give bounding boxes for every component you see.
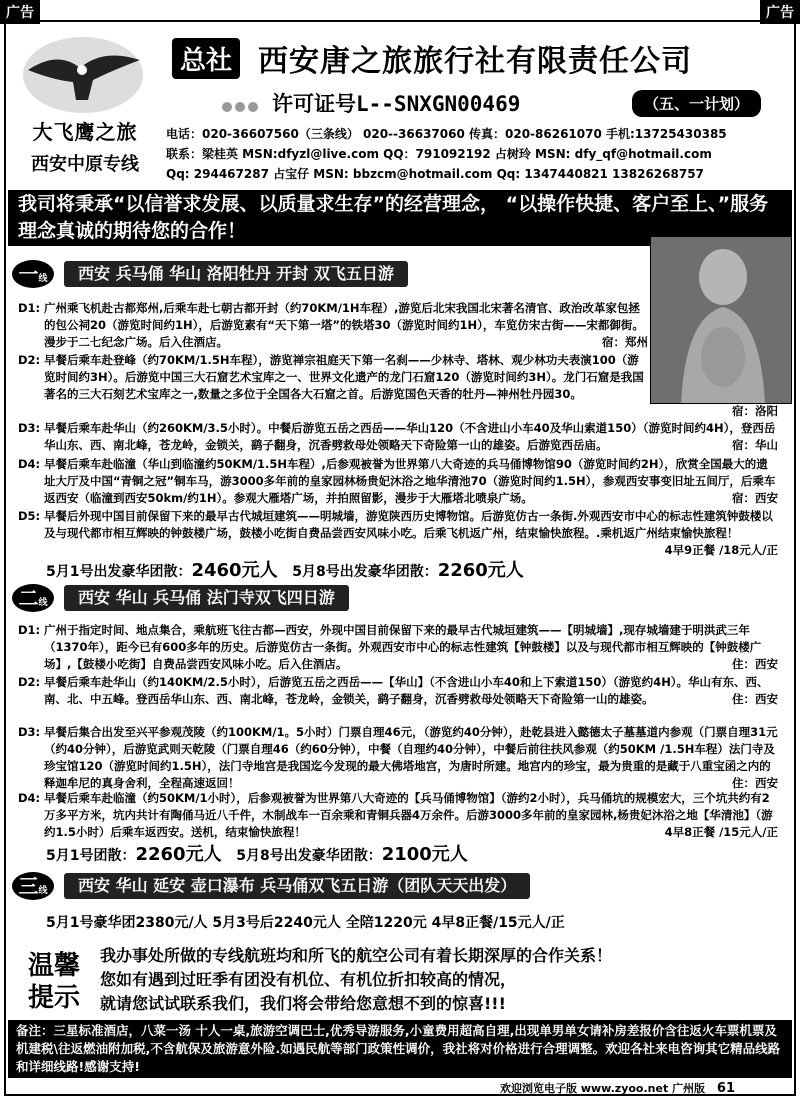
route-number: 三线 <box>12 872 54 900</box>
route-title: 西安 华山 延安 壶口瀑布 兵马俑双飞五日游（团队天天出发） <box>64 873 530 899</box>
edition-label: 广州版 <box>672 1082 706 1095</box>
note-banner: 备注：三星标准酒店，八菜一汤 十人一桌,旅游空调巴士,优秀导游服务,小童费用超高自理,出现单男单女请补房差报价含往返火车票机票及机建税\往返燃油附加税,不含航保及旅游意外险.如遇民航等部门政策性调价，我社将对价格进行合理调整。欢迎各社来电咨询其它精品线路和详细线路!感谢支持! <box>8 1020 792 1078</box>
hq-badge: 总社 <box>172 38 240 79</box>
brand-logo <box>10 30 160 180</box>
buddha-icon <box>651 237 792 404</box>
tip-label: 温馨提示 <box>27 951 80 1013</box>
route-title: 西安 兵马俑 华山 洛阳牡丹 开封 双飞五日游 <box>64 261 408 287</box>
page-footer: 欢迎浏览电子版 www.zyoo.net 广州版 61 <box>500 1081 735 1096</box>
eagle-icon <box>18 30 148 120</box>
contact-line: 联系：梁桂英 MSN:dfyzl@live.com QQ：791092192 占树玲 MSN: dfy_qf@hotmail.com <box>166 147 712 161</box>
buddha-photo <box>650 236 792 404</box>
route-1-header <box>12 260 572 290</box>
company-name: 西安唐之旅旅行社有限责任公司 <box>258 44 692 79</box>
brand-name: 大飞鹰之旅 <box>32 120 138 144</box>
license-number: 许可证号L--SNXGN00469 <box>272 92 521 116</box>
route-number: 二线 <box>12 584 54 612</box>
contact-block <box>166 124 790 184</box>
motto-banner: 我司将秉承“以信誉求发展、以质量求生存”的经营理念， “以操作快捷、客户至上、”服务理念真诚的期待您的合作！ <box>8 190 792 246</box>
route-3-price: 5月1号豪华团2380元/人 5月3号后2240元人 全陪1220元 4早8正餐/15元人/正 <box>46 915 565 931</box>
ad-tag-right: 广告 <box>760 0 800 24</box>
page-number: 61 <box>716 1081 735 1096</box>
route-title: 西安 华山 兵马俑 法门寺双飞四日游 <box>64 585 349 611</box>
route-3-header <box>12 872 692 902</box>
ad-tag-left: 广告 <box>0 0 40 24</box>
tip-box: 我办事处所做的专线航班均和所飞的航空公司有着长期深厚的合作关系！ 您如有遇到过旺季有团没有机位、有机位折扣较高的情况， 就请您试试联系我们，我们将会带给您意想不到的惊喜!!! <box>100 946 613 1013</box>
route-2-price: 5月1号团散：2260元人 5月8号出发豪华团散：2100元人 <box>46 844 468 865</box>
route-1-price: 5月1号出发豪华团散：2460元人 5月8号出发豪华团散：2260元人 <box>46 560 524 581</box>
brand-subtitle: 西安中原专线 <box>31 154 139 175</box>
route-number: 一线 <box>12 260 54 288</box>
decor-dots <box>222 97 261 116</box>
contact-line: Qq: 294467287 占宝仔 MSN: bbzcm@hotmail.com Qq: 1347440821 13826268757 <box>166 167 704 181</box>
contact-line: 电话：020-36607560（三条线） 020--36637060 传真：020-86261070 手机:13725430385 <box>166 127 727 141</box>
plan-badge: （五、一计划） <box>632 90 761 117</box>
route-2-header <box>12 584 572 614</box>
